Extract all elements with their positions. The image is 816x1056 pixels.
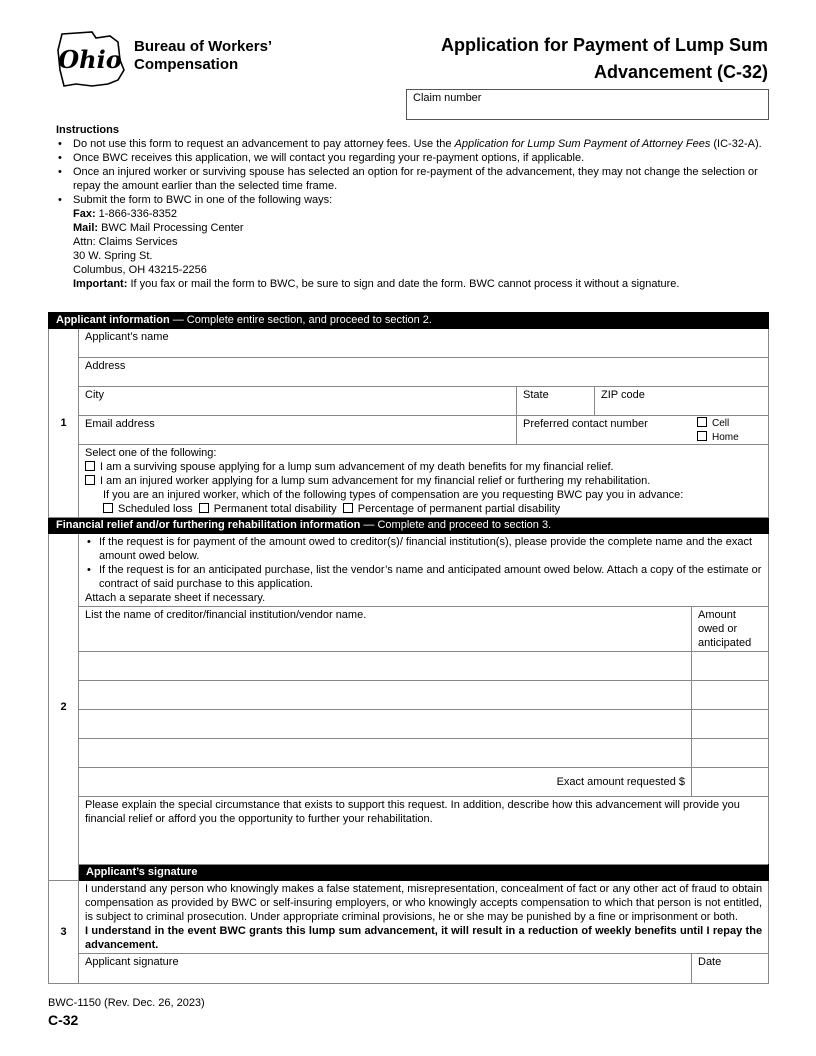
section2-instructions: • If the request is for payment of the amount owed to creditor(s)/ financial institution(s), please provide the complete name and the exact amount owed below. • If the request is for an anticipated purchase, list the vendor’s name and anticipated amount owed below. Attach a copy of the estimate or contract of said purchase to this application. Attach a separate sheet if necessary. <box>79 534 769 607</box>
creditor-name-field[interactable] <box>79 652 692 681</box>
creditor-name-field[interactable] <box>79 710 692 739</box>
application-form <box>48 312 768 984</box>
city-field[interactable]: City <box>79 387 517 416</box>
amount-field[interactable] <box>692 710 769 739</box>
zip-field[interactable]: ZIP code <box>595 387 769 416</box>
instruction-item: • Do not use this form to request an advancement to pay attorney fees. Use the Application for Lump Sum Payment of Attorney Fees (IC-32-A). <box>56 137 772 151</box>
section1-number: 1 <box>49 329 79 518</box>
instruction-item: • Submit the form to BWC in one of the following ways: Fax: 1-866-336-8352 Mail: BWC Mail Processing Center Attn: Claims Services 30 W. Spring St. Columbus, OH 43215-2256 Important: If you fax or mail the form to BWC, be sure to sign and date the form. BWC cannot process it without a signature. <box>56 193 772 291</box>
title-line2: Advancement (C-32) <box>593 62 768 82</box>
agency-name <box>134 38 272 74</box>
signature-field[interactable]: Applicant signature <box>79 954 692 984</box>
section3-header: Applicant’s signature <box>79 865 768 880</box>
applicant-type-selection: Select one of the following: I am a surviving spouse applying for a lump sum advancement of my death benefits for my financial relief. I am an injured worker applying for a lump sum advancement for my financial relief or furthering my rehabilitation. If you are an injured worker, which of the following types of compensation are you requesting BWC pay you in advance: Scheduled loss Permanent total disability Percentage of permanent partial disability <box>79 445 769 518</box>
creditor-column-header: List the name of creditor/financial institution/vendor name. <box>79 607 692 652</box>
ptd-option[interactable]: Permanent total disability <box>199 503 337 515</box>
logo-word: Ohio <box>58 45 122 74</box>
ppd-checkbox[interactable] <box>343 503 353 513</box>
scheduled-loss-checkbox[interactable] <box>103 503 113 513</box>
worker-checkbox[interactable] <box>85 475 95 485</box>
form-code: C-32 <box>48 1012 79 1028</box>
state-field[interactable]: State <box>517 387 595 416</box>
claim-number-field[interactable] <box>406 89 769 120</box>
worker-option[interactable]: I am an injured worker applying for a lump sum advancement for my financial relief or furthering my rehabilitation. <box>85 474 762 488</box>
explanation-field[interactable]: Please explain the special circumstance that exists to support this request. In addition, describe how this advancement will provide you financial relief or afford you the opportunity to further your rehabilitation. <box>79 797 769 865</box>
spouse-checkbox[interactable] <box>85 461 95 471</box>
cell-checkbox[interactable] <box>697 417 707 427</box>
title-line1: Application for Payment of Lump Sum <box>440 35 768 55</box>
exact-amount-field[interactable] <box>692 768 769 797</box>
amount-field[interactable] <box>692 681 769 710</box>
instruction-item: • Once BWC receives this application, we will contact you regarding your re-payment options, if applicable. <box>56 151 772 165</box>
section3-number: 3 <box>49 881 79 984</box>
date-field[interactable]: Date <box>692 954 769 984</box>
amount-field[interactable] <box>692 739 769 768</box>
fax-number: 1-866-336-8352 <box>95 208 177 220</box>
attorney-fees-form-ref: Application for Lump Sum Payment of Attorney Fees <box>454 138 711 150</box>
fraud-statement: I understand any person who knowingly makes a false statement, misrepresentation, concealment of fact or any other act of fraud to obtain compensation as provided by BWC or self-insuring employers, or who knowingly accepts compensation to which that person is not entitled, is subject to criminal prosecution. Under appropriate criminal provisions, he or she may be punished by a fine or imprisonment or both. I understand in the event BWC grants this lump sum advancement, it will result in a reduction of weekly benefits until I repay the advancement. <box>79 881 769 954</box>
creditor-name-field[interactable] <box>79 739 692 768</box>
agency-line2: Compensation <box>134 56 239 73</box>
ptd-checkbox[interactable] <box>199 503 209 513</box>
section2-number: 2 <box>49 534 79 881</box>
instructions-heading: Instructions <box>56 124 119 136</box>
claim-number-label: Claim number <box>413 92 482 104</box>
amount-column-header: Amount owed or anticipated <box>692 607 769 652</box>
scheduled-loss-option[interactable]: Scheduled loss <box>103 503 193 515</box>
mail-address: BWC Mail Processing Center <box>98 222 244 234</box>
home-checkbox[interactable] <box>697 431 707 441</box>
ppd-option[interactable]: Percentage of permanent partial disability <box>343 503 560 515</box>
reduction-acknowledgement: I understand in the event BWC grants this lump sum advancement, it will result in a reduction of weekly benefits until I repay the advancement. <box>85 925 763 951</box>
agency-line1: Bureau of Workers’ <box>134 38 273 55</box>
email-field[interactable]: Email address <box>79 416 517 445</box>
applicant-name-field[interactable]: Applicant’s name <box>79 329 769 358</box>
address-field[interactable]: Address <box>79 358 769 387</box>
instructions <box>56 123 772 291</box>
section2-header: Financial relief and/or furthering rehabilitation information — Complete and proceed to section 3. <box>49 518 768 533</box>
ohio-logo <box>52 30 128 91</box>
page-title <box>441 32 768 86</box>
cell-option[interactable]: Cell <box>697 417 739 431</box>
section1-header: Applicant information — Complete entire section, and proceed to section 2. <box>49 313 768 328</box>
exact-amount-label: Exact amount requested $ <box>79 768 692 797</box>
contact-number-field[interactable]: Preferred contact number Cell Home <box>517 416 769 445</box>
spouse-option[interactable]: I am a surviving spouse applying for a lump sum advancement of my death benefits for my financial relief. <box>85 460 762 474</box>
home-option[interactable]: Home <box>697 431 739 445</box>
instruction-item: • Once an injured worker or surviving spouse has selected an option for re-payment of the advancement, they may not change the selection or repay the amount earlier than the selected time frame. <box>56 165 772 193</box>
creditor-name-field[interactable] <box>79 681 692 710</box>
form-revision: BWC-1150 (Rev. Dec. 26, 2023) <box>48 997 205 1009</box>
amount-field[interactable] <box>692 652 769 681</box>
